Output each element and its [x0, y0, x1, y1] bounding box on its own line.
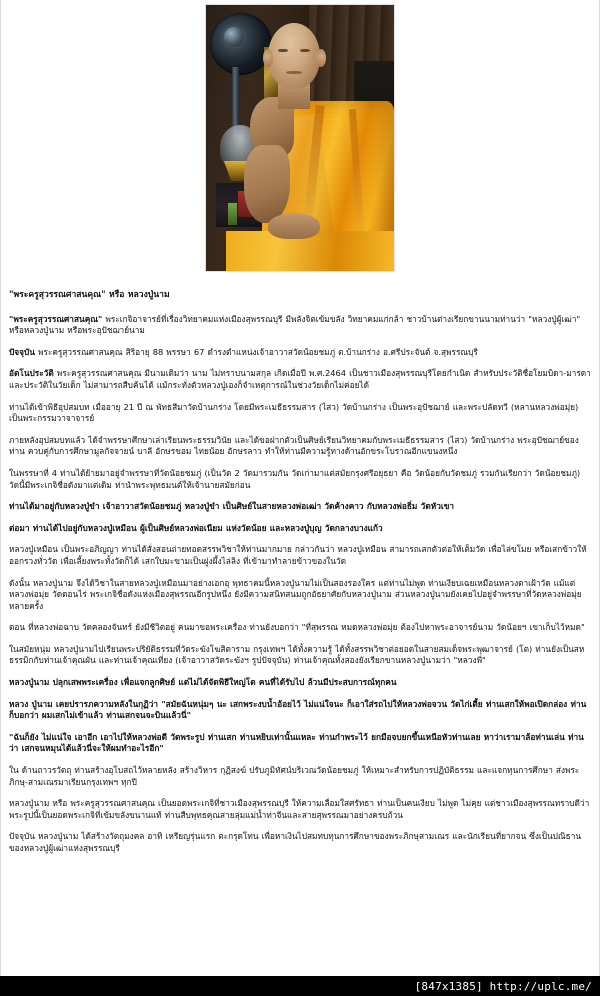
paragraph-text: ต่อมา ท่านได้ไปอยู่กับหลวงปู่เหมือน ผู้เป็นศิษย์หลวงพ่อเนียม แห่งวัดน้อย และหลวงปู่บุญ วัดกลางบางแก้ว — [9, 522, 383, 533]
monk-eye-right — [300, 49, 310, 52]
article-paragraph — [9, 831, 591, 854]
article-paragraph — [9, 523, 591, 535]
article-paragraph — [9, 644, 591, 667]
paragraph-text: ปัจจุบัน หลวงปู่นาม ได้สร้างวัตถุมงคล อาทิ เหรียญรุ่นแรก ตะกรุดโทน เพื่อหาเงินไปสมทบทุนการศึกษาของพระภิกษุสามเณร และนักเรียนที่ยากจน ซึ่งเป็นปณิธานของหลวงปู่ผู้เฒ่าแห่งสุพรรณบุรี — [9, 831, 582, 853]
article-paragraph — [9, 798, 591, 821]
paragraph-lead: อัตโนประวัติ — [9, 368, 54, 379]
paragraph-text: ภายหลังอุปสมบทแล้ว ได้จำพรรษาศึกษาเล่าเรียนพระธรรมวินัย และได้ขอฝากตัวเป็นศิษย์เรียนวิทยาคมกับพระเมธีธรรมสาร (ไสว) วัดบ้านกร่าง พระอุปัชฌาย์ของท่าน ควบคู่กับการศึกษามูลกัจจายน์ บาลี อักษรขอม ไทยน้อย อักษรลาว ทำให้ท่านมีความรู้ทางด้านอักขระโบราณอีกแขนงหนึ่ง — [9, 434, 579, 457]
paragraph-text: ท่านได้เข้าพิธีอุปสมบท เมื่ออายุ 21 ปี ณ พัทธสีมาวัดบ้านกร่าง โดยมีพระเมธีธรรมสาร (ไสว) วัดบ้านกร่าง เป็นพระอุปัชฌาย์ และพระปลัดทวี (หลานหลวงพ่อมุ่ย) เป็นพระกรรมวาจาจารย์ — [9, 401, 579, 424]
article-body — [1, 276, 599, 855]
monk-ear-right — [316, 49, 326, 67]
paragraph-text: "ฉันก็ยัง ไม่แน่ใจ เอาอีก เอาไปให้หลวงพ่อดี วัดพระรูป ท่านเสก ท่านหยิบเท่านั้นแหละ ท่านกำพระไว้ ยกมือจบยกขึ้นเหนือหัวท่านเลย หาว่าเรามาล้อท่านเล่น ท่านว่า เสกจนหมุนได้แล้วนี่จะให้ผมทำอะไรอีก" — [9, 731, 584, 754]
monk-hands — [268, 213, 320, 239]
paragraph-text: "สมัยฉันหนุ่มๆ นะ เสกพระงบน้ำอ้อยไว้ ไม่แน่ใจนะ ก็เอาใส่รถไปให้หลวงพ่อจวน วัดไก่เตี้ย ท่านเสกให้พอเปิดกล่อง ท่านก็บอกว่า ผมเสกไม่เข้าแล้ว ท่านเสกจนจะบินแล้วนี่" — [9, 698, 587, 721]
monk-eye-left — [278, 49, 288, 52]
article-paragraph — [9, 544, 591, 567]
article-paragraph — [9, 501, 591, 513]
footer-dimensions-url: [847x1385] http://uplc.me/ — [414, 979, 592, 993]
paragraph-text: หลวงปู่นาม หรือ พระครูสุวรรณศาสนคุณ เป็นยอดพระเกจิที่ชาวเมืองสุพรรณบุรี ให้ความเลื่อมใสศรัทธา ท่านเป็นคนเงียบ ไม่พูด ไม่คุย แต่ชาวเมืองสุพรรณทราบดีว่า พระรูปนี้เป็นยอดพระเกจิที่เข้มขลังขนานแท้ ท่านสืบพุทธคุณสายลุ่มแม่น้ำท่าจีนและสายสุพรรณมาอย่างครบถ้วน — [9, 798, 590, 820]
article-paragraph — [9, 699, 591, 722]
article-paragraph — [9, 402, 591, 425]
article-paragraph — [9, 314, 591, 337]
green-object — [228, 203, 237, 225]
paragraph-text: หลวงปู่นาม ปลุกเสพพระเครื่อง เพื่อแจกลูกศิษย์ แต่ไม่ได้จัดพิธีใหญ่โต คนที่ได้รับไป ล้วนมีประสบการณ์ทุกคน — [9, 677, 397, 688]
paragraph-text: พระครูสุวรรณศาสนคุณ สิริอายุ 88 พรรษา 67 ดำรงตำแหน่งเจ้าอาวาสวัดน้อยชมภู่ ต.บ้านกร่าง อ.ศรีประจันต์ จ.สุพรรณบุรี — [34, 346, 478, 357]
article-paragraph — [9, 578, 591, 613]
paragraph-text: ในสมัยหนุ่ม หลวงปู่นามไปเรียนพระปริยัติธรรมที่วัดระฆังโฆสิตาราม กรุงเทพฯ ได้ทั้งความรู้ ได้ทั้งสรรพวิชาต่อยอดในสายสมเด็จพระพุฒาจารย์ (โต) ท่านยังเป็นสหธรรมิกกับท่านเจ้าคุณผัน และท่านเจ้าคุณเที่ยง (เจ้าอาวาสวัดระฆังฯ รูปปัจจุบัน) ท่านเจ้าคุณทั้งสองยังเรียกขานหลวงปู่นามว่า "หลวงพี่" — [9, 643, 585, 666]
article-paragraph — [9, 468, 591, 491]
photo-container — [1, 0, 599, 276]
electric-fan — [210, 13, 272, 75]
monk-mouth — [286, 71, 302, 74]
paragraph-text: ดังนั้น หลวงปู่นาม จึงได้วิชาในสายหลวงปู่เหมือนมาอย่างเอกอุ พุทธาคมนี้หลวงปู่นามไม่เป็นสองรองใคร แต่ท่านไม่พูด ท่านเงียบเฉยเหมือนหลวงตาเฝ้าวัด แม้แต่หลวงพ่อมุ่ย วัดดอนไร่ พระเกจิชื่อดังแห่งเมืองสุพรรณอีกรูปหนึ่ง ยังมีความสนิทสนมถูกอัธยาศัยกับหลวงปู่นาม ส่วนหลวงปู่นามยังเคยไปอยู่จำพรรษาที่วัดหลวงพ่อมุ่ย หลายครั้ง — [9, 577, 582, 611]
article-paragraph — [9, 622, 591, 634]
article-paragraph — [9, 368, 591, 391]
article-paragraph — [9, 347, 591, 359]
monk-ear-left — [263, 49, 273, 67]
monk-photograph — [205, 4, 395, 272]
monk-arm — [244, 145, 290, 223]
monk-head — [268, 23, 320, 89]
article-paragraph — [9, 765, 591, 788]
paragraph-list — [9, 314, 591, 855]
article-paragraph — [9, 677, 591, 689]
paragraph-lead: "พระครูสุวรรณศาสนคุณ" — [9, 313, 103, 324]
paragraph-text: พระเกจิอาจารย์ที่เรื่องวิทยาคมแห่งเมืองสุพรรณบุรี มีพลังจิตเข้มขลัง วิทยาคมแก่กล้า ชาวบ้านต่างเรียกขานนามท่านว่า "หลวงปู่ผู้เฒ่า" หรือหลวงปู่นาม หรือพระอุปัชฌาย์นาม — [9, 313, 581, 336]
footer-bar — [0, 976, 600, 996]
article-paragraph — [9, 732, 591, 755]
paragraph-lead: ปัจจุบัน — [9, 346, 35, 357]
page-title: "พระครูสุวรรณศาสนคุณ" หรือ หลวงปู่นาม — [9, 290, 170, 300]
paragraph-text: ตอน ที่หลวงพ่อฉาบ วัดคลองจันทร์ ยังมีชีวิตอยู่ คนมาขอพระเครื่อง ท่านยังบอกว่า "ที่สุพรรณ หมดหลวงพ่อมุ่ย ต้องไปหาพระอาจารย์นาม วัดน้อยฯ เขาเก็บไว้หมด" — [9, 622, 585, 633]
article-paragraph — [9, 435, 591, 458]
paragraph-text: พระครูสุวรรณศาสนคุณ มีนามเดิมว่า นาม ไม่ทราบนามสกุล เกิดเมื่อปี พ.ศ.2464 เป็นชาวเมืองสุพรรณบุรีโดยกำเนิด สำหรับประวัติชื่อโยมบิดา-มารดา และประวัติในวัยเด็ก ไม่สามารถสืบค้นได้ แม้กระทั่งตัวหลวงปู่เองก็จำเหตุการณ์ในช่วงวัยเด็กไม่ค่อยได้ — [9, 368, 591, 390]
paragraph-text: หลวงปู่เหมือน เป็นพระอภิญญา ท่านได้สั่งสอนถ่ายทอดสรรพวิชาให้ท่านมากมาย กล่าวกันว่า หลวงปู่เหมือน สามารถเสกตัวต่อให้เต็มวัด เพื่อไล่ขโมย หรือเสกข้าวให้ออกรวงทั่ววัด เพื่อเลี้ยงพระทั้งวัดก็ได้ เสกใบมะขามเป็นฝูงผึ้งไล่ลิง ที่เข้ามาทำลายข้าวของในวัด — [9, 544, 587, 566]
paragraph-text: ในพรรษาที่ 4 ท่านได้ย้ายมาอยู่จำพรรษาที่วัดน้อยชมภู่ (เป็นวัด 2 วัดมารวมกัน วัดเก่ามาแต่สมัยกรุงศรีอยุธยา คือ วัดน้อยกับวัดชมภู่ รวมกันเรียกว่า วัดน้อยชมภู่) วัดนี้มีพระเกจิชื่อดังมาแต่เดิม ท่านำพระพุทธมนต์ให้เจ้านายสมัยก่อน — [9, 467, 581, 490]
paragraph-text: ท่านได้มาอยู่กับหลวงปู่ขำ เจ้าอาวาสวัดน้อยชมภู่ หลวงปู่ขำ เป็นศิษย์ในสายหลวงพ่อเฒ่า วัดค้างคาว กับหลวงพ่อธิ่ม วัดหัวเขา — [9, 501, 455, 512]
paragraph-text: ใน ด้านถาวรวัตถุ ท่านสร้างอุโบสถไว้หลายหลัง สร้างวิหาร กุฏิสงฆ์ ปรับภูมิทัศน์บริเวณวัดน้อยชมภู่ ให้เหมาะสำหรับการปฏิบัติธรรม และแจกทุนการศึกษา ส่งพระภิกษุ-สามเณรมาเรียนกรุงเทพฯ ทุกปี — [9, 765, 580, 787]
paragraph-lead: หลวง ปู่นาม เคยปรารภความหลังในกุฏิว่า — [9, 698, 162, 709]
